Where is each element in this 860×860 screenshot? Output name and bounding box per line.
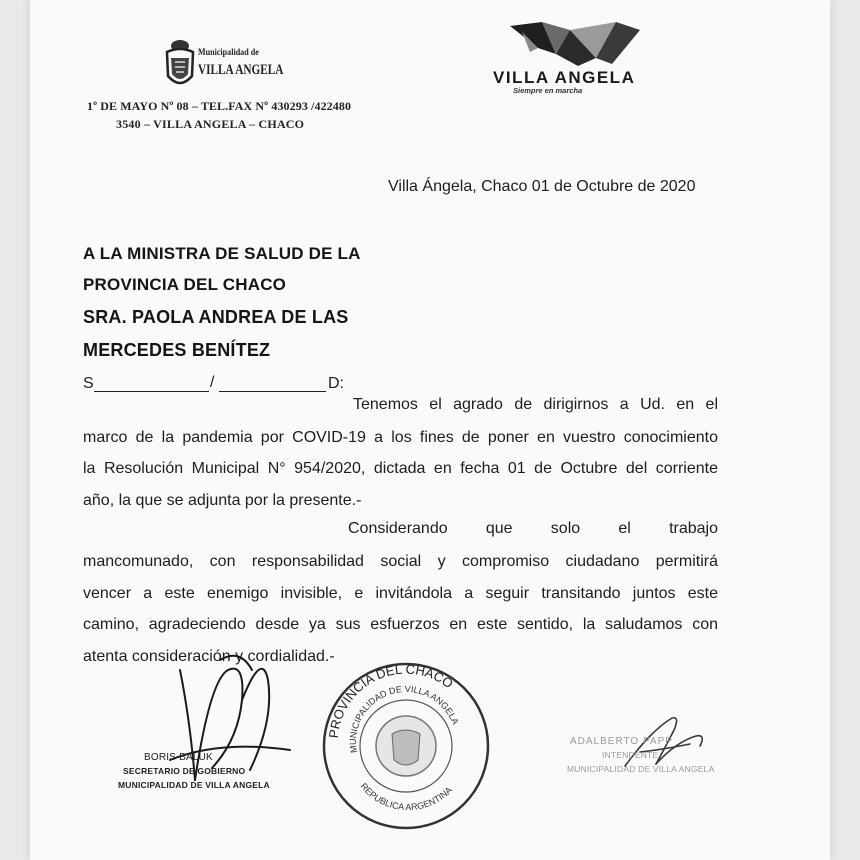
paragraph-1-line-4: año, la que se adjunta por la presente.-: [83, 492, 362, 509]
address-line-2: 3540 – VILLA ANGELA – CHACO: [116, 117, 305, 131]
paragraph-2-line-2: mancomunado, con responsabilidad social y compromiso ciudadano permitirá: [83, 553, 718, 570]
recipient-line-3: SRA. PAOLA ANDREA DE LAS: [83, 307, 349, 327]
salutation-s: S: [83, 375, 94, 392]
date-line: Villa Ángela, Chaco 01 de Octubre de 2020: [388, 178, 696, 195]
recipient-line-1: A LA MINISTRA DE SALUD DE LA: [83, 244, 361, 263]
svg-text:PROVINCIA DEL CHACO: PROVINCIA DEL CHACO: [326, 661, 456, 739]
letter-page: [30, 0, 830, 860]
paragraph-2-line-3: vencer a este enemigo invisible, e invitándola a seguir transitando juntos este: [83, 585, 718, 602]
signer-left-title: SECRETARIO DE GOBIERNO: [123, 766, 246, 776]
paragraph-1-line-2: marco de la pandemia por COVID-19 a los fines de poner en vuestro conocimiento: [83, 429, 718, 446]
salutation-d: D:: [328, 375, 344, 392]
villa-angela-logo-icon: [508, 18, 648, 74]
paragraph-2-line-4: camino, agradeciendo desde ya sus esfuerzos en este sentido, la saludamos con: [83, 616, 718, 633]
svg-text:MUNICIPALIDAD DE VILLA ANGELA: MUNICIPALIDAD DE VILLA ANGELA: [347, 683, 461, 754]
salutation-underline-2: [219, 391, 326, 392]
salutation-underline-1: [94, 391, 209, 392]
signer-left-name: BORIS BALUK: [144, 752, 213, 763]
recipient-line-2: PROVINCIA DEL CHACO: [83, 275, 287, 294]
signer-right-name: ADALBERTO PAPP: [570, 736, 673, 747]
svg-text:REPUBLICA ARGENTINA: REPUBLICA ARGENTINA: [358, 781, 454, 813]
municipal-seal: [320, 660, 492, 832]
address-line-1: 1º DE MAYO Nº 08 – TEL.FAX Nº 430293 /422480: [87, 99, 352, 113]
recipient-line-4: MERCEDES BENÍTEZ: [83, 340, 271, 360]
paragraph-2-line-1: Considerando que solo el trabajo: [348, 520, 718, 537]
municipality-name: VILLA ANGELA: [198, 62, 284, 78]
signer-left-institution: MUNICIPALIDAD DE VILLA ANGELA: [118, 780, 270, 790]
signer-right-institution: MUNICIPALIDAD DE VILLA ANGELA: [567, 764, 715, 774]
salutation-slash: /: [210, 374, 215, 391]
signer-right-title: INTENDENTE: [602, 750, 659, 760]
paragraph-1-line-3: la Resolución Municipal N° 954/2020, dictada en fecha 01 de Octubre del corriente: [83, 460, 718, 477]
paragraph-2-line-5: atenta consideración y cordialidad.-: [83, 648, 335, 665]
brand-name: VILLA ANGELA: [493, 68, 636, 87]
brand-slogan: Siempre en marcha: [513, 86, 583, 95]
paragraph-1-line-1: Tenemos el agrado de dirigirnos a Ud. en el: [353, 396, 718, 413]
municipal-crest-icon: [163, 36, 197, 92]
municipality-name-small: Municipalidad de: [198, 48, 259, 58]
